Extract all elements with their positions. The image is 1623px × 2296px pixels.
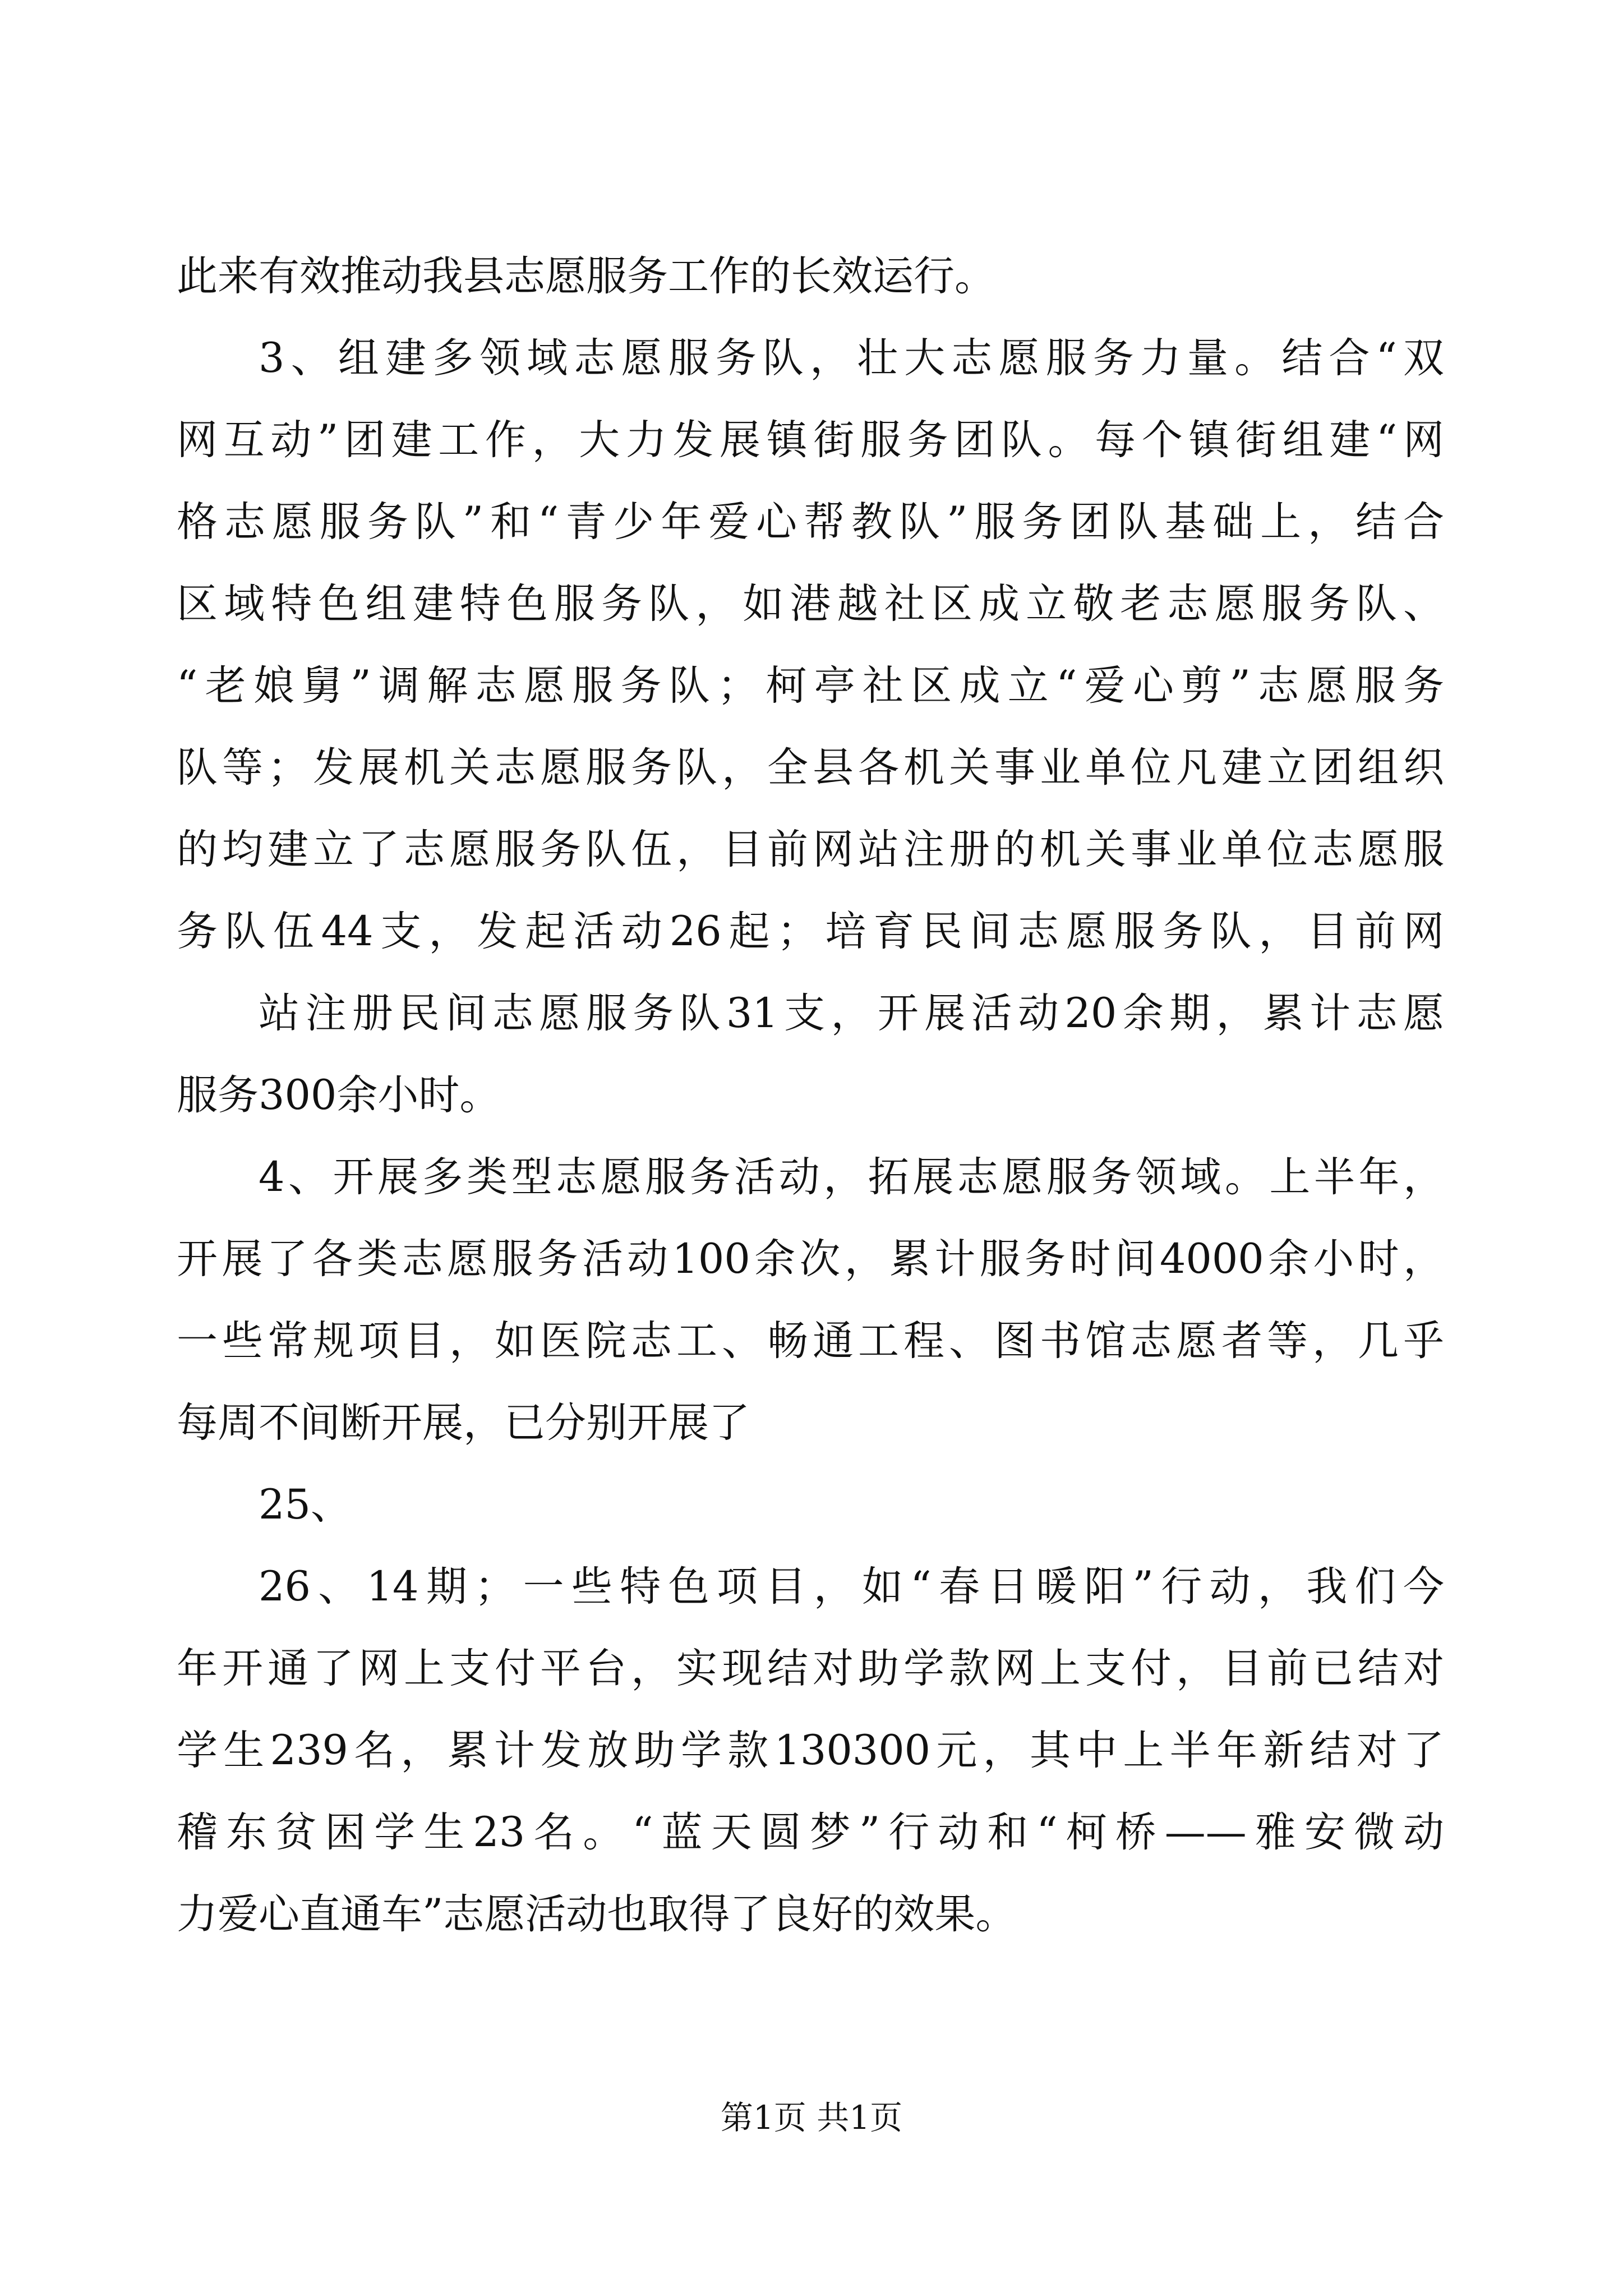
text-line: 网互动”团建工作，大力发展镇街服务团队。每个镇街组建“网 xyxy=(177,416,1444,464)
text-line: 开展了各类志愿服务活动100余次，累计服务时间4000余小时， xyxy=(177,1235,1444,1283)
text-line: 一些常规项目，如医院志工、畅通工程、图书馆志愿者等，几乎 xyxy=(177,1317,1444,1365)
text-line: 力爱心直通车”志愿活动也取得了良好的效果。 xyxy=(177,1890,1017,1938)
text-line: 格志愿服务队”和“青少年爱心帮教队”服务团队基础上，结合 xyxy=(177,498,1444,546)
text-line: 学生239名，累计发放助学款130300元，其中上半年新结对了 xyxy=(177,1727,1444,1774)
text-line: 稽东贫困学生23名。“蓝天圆梦”行动和“柯桥——雅安微动 xyxy=(177,1809,1444,1856)
text-line: 务队伍44支，发起活动26起；培育民间志愿服务队，目前网 xyxy=(177,908,1444,955)
text-line: 的均建立了志愿服务队伍，目前网站注册的机关事业单位志愿服 xyxy=(177,826,1444,873)
text-line: 4、开展多类型志愿服务活动，拓展志愿服务领域。上半年， xyxy=(259,1153,1444,1201)
text-line: 服务300余小时。 xyxy=(177,1071,501,1119)
text-line: 26、14期；一些特色项目，如“春日暖阳”行动，我们今 xyxy=(259,1563,1444,1611)
page-footer: 第1页 共1页 xyxy=(720,2099,903,2137)
text-line: “老娘舅”调解志愿服务队；柯亭社区成立“爱心剪”志愿服务 xyxy=(177,662,1444,710)
text-line: 队等；发展机关志愿服务队，全县各机关事业单位凡建立团组织 xyxy=(177,744,1444,792)
text-line: 3、组建多领域志愿服务队，壮大志愿服务力量。结合“双 xyxy=(259,334,1444,382)
text-line: 站注册民间志愿服务队31支，开展活动20余期，累计志愿 xyxy=(259,990,1444,1037)
text-line: 此来有效推动我县志愿服务工作的长效运行。 xyxy=(177,252,995,300)
text-line: 区域特色组建特色服务队，如港越社区成立敬老志愿服务队、 xyxy=(177,580,1444,628)
text-line: 年开通了网上支付平台，实现结对助学款网上支付，目前已结对 xyxy=(177,1645,1444,1692)
text-line: 25、 xyxy=(259,1481,352,1529)
document-body xyxy=(177,236,1444,1955)
text-line: 每周不间断开展，已分别开展了 xyxy=(177,1399,750,1447)
